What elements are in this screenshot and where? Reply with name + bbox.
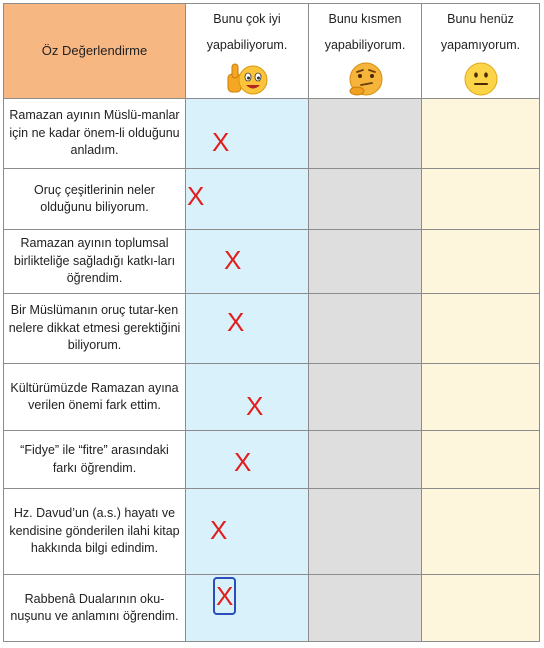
row-statement: Kültürümüzde Ramazan ayına verilen önemi fark ettim. bbox=[4, 364, 186, 431]
x-mark: X bbox=[224, 245, 242, 275]
x-mark: X bbox=[227, 307, 245, 337]
check-cell-partially[interactable] bbox=[309, 431, 422, 489]
table-row bbox=[4, 431, 540, 489]
row-statement: Ramazan ayının toplumsal birlikteliğe sağladığı katkı-ları öğrendim. bbox=[4, 230, 186, 294]
row-statement: Hz. Davud’un (a.s.) hayatı ve kendisine gönderilen ilahi kitap hakkında bilgi edindim. bbox=[4, 489, 186, 575]
header-col2-line1: Bunu kısmen bbox=[328, 12, 402, 26]
check-cell-not-yet[interactable] bbox=[422, 575, 540, 642]
header-col1-line1: Bunu çok iyi bbox=[213, 12, 281, 26]
x-mark: X bbox=[210, 515, 228, 545]
check-cell-very-well[interactable] bbox=[186, 489, 309, 575]
table-row bbox=[4, 230, 540, 294]
x-mark: X bbox=[246, 391, 264, 421]
header-row bbox=[4, 4, 540, 99]
check-cell-very-well[interactable] bbox=[186, 169, 309, 230]
check-cell-partially[interactable] bbox=[309, 230, 422, 294]
check-cell-partially[interactable] bbox=[309, 489, 422, 575]
check-cell-very-well[interactable] bbox=[186, 294, 309, 364]
row-statement: Ramazan ayının Müslü-manlar için ne kadar önem-li olduğunu anladım. bbox=[4, 99, 186, 169]
row-statement: Oruç çeşitlerinin neler olduğunu biliyorum. bbox=[4, 169, 186, 230]
table-row bbox=[4, 575, 540, 642]
check-cell-not-yet[interactable] bbox=[422, 230, 540, 294]
header-col3-line2: yapamıyorum. bbox=[440, 38, 521, 52]
check-cell-not-yet[interactable] bbox=[422, 294, 540, 364]
check-cell-very-well[interactable] bbox=[186, 230, 309, 294]
table-row bbox=[4, 169, 540, 230]
check-cell-not-yet[interactable] bbox=[422, 169, 540, 230]
self-assessment-table bbox=[3, 3, 539, 641]
table-row bbox=[4, 294, 540, 364]
check-cell-partially[interactable] bbox=[309, 294, 422, 364]
row-statement: “Fidye” ile “fitre” arasındaki farkı öğrendim. bbox=[4, 431, 186, 489]
header-col2-line2: yapabiliyorum. bbox=[324, 38, 406, 52]
check-cell-not-yet[interactable] bbox=[422, 99, 540, 169]
neutral-face-icon bbox=[462, 60, 500, 98]
table-row bbox=[4, 489, 540, 575]
thinking-face-icon bbox=[345, 60, 385, 98]
row-statement: Bir Müslümanın oruç tutar-ken nelere dikkat etmesi gerektiğini biliyorum. bbox=[4, 294, 186, 364]
check-cell-very-well[interactable] bbox=[186, 575, 309, 642]
header-col3-line1: Bunu henüz bbox=[447, 12, 514, 26]
table-row bbox=[4, 364, 540, 431]
row-statement: Rabbenâ Dualarının oku-nuşunu ve anlamını öğrendim. bbox=[4, 575, 186, 642]
x-mark: X bbox=[187, 181, 205, 211]
thumbs-up-smiley-icon bbox=[225, 60, 269, 98]
check-cell-partially[interactable] bbox=[309, 575, 422, 642]
check-cell-not-yet[interactable] bbox=[422, 431, 540, 489]
x-mark: X bbox=[234, 447, 252, 477]
check-cell-very-well[interactable] bbox=[186, 99, 309, 169]
check-cell-very-well[interactable] bbox=[186, 431, 309, 489]
check-cell-partially[interactable] bbox=[309, 364, 422, 431]
header-col1-line2: yapabiliyorum. bbox=[206, 38, 288, 52]
check-cell-not-yet[interactable] bbox=[422, 364, 540, 431]
x-mark-highlighted: X bbox=[213, 577, 236, 615]
header-col-very-well bbox=[186, 4, 309, 99]
header-col-not-yet bbox=[422, 4, 540, 99]
check-cell-not-yet[interactable] bbox=[422, 489, 540, 575]
check-cell-partially[interactable] bbox=[309, 169, 422, 230]
table-row bbox=[4, 99, 540, 169]
header-title: Öz Değerlendirme bbox=[4, 4, 186, 99]
x-mark: X bbox=[212, 127, 230, 157]
header-col-partially bbox=[309, 4, 422, 99]
check-cell-partially[interactable] bbox=[309, 99, 422, 169]
check-cell-very-well[interactable] bbox=[186, 364, 309, 431]
